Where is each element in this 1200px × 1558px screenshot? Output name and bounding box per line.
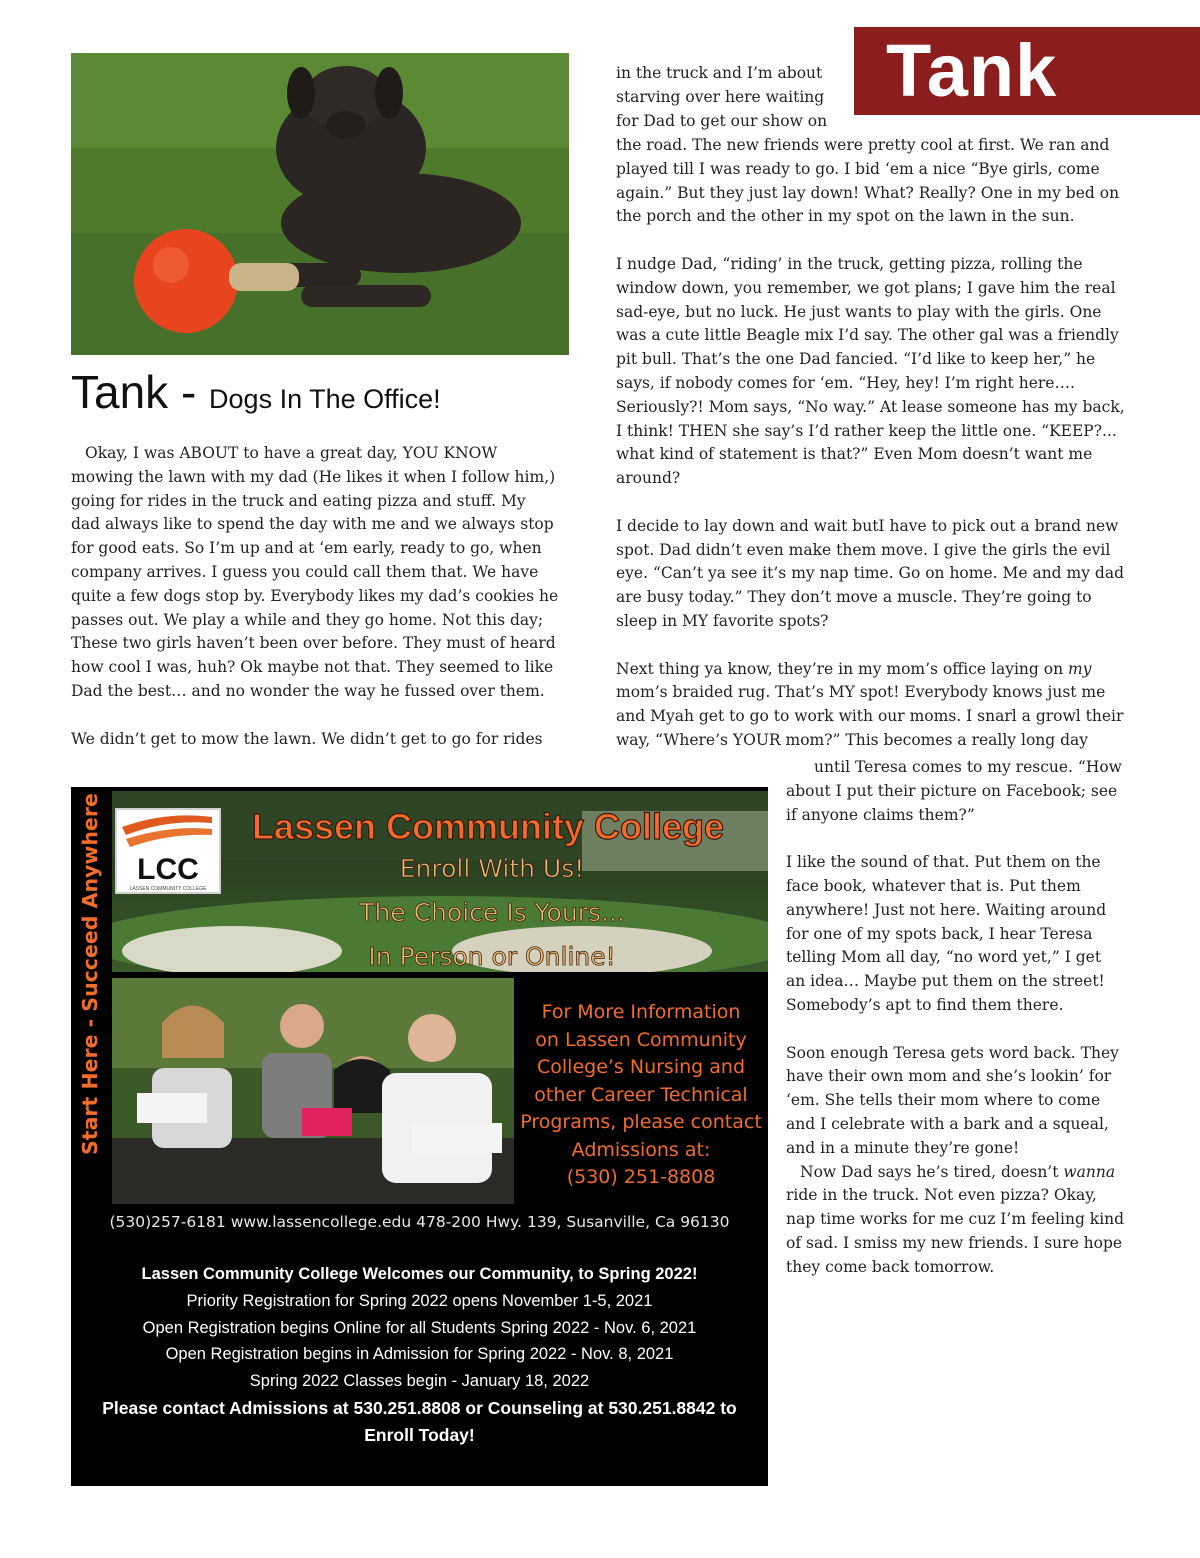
info-line: Admissions at: bbox=[571, 1138, 711, 1161]
text-line: I nudge Dad, “riding’ in the truck, getting pizza, rolling the bbox=[616, 254, 1083, 273]
text-line: telling Mom all day, “no word yet,” I get bbox=[786, 948, 1102, 967]
text-line: pit bull. That’s the one Dad fancied. “I’d like to keep her,” he bbox=[616, 350, 1096, 369]
text-line: way, “Where’s YOUR mom?” This becomes a really long day bbox=[616, 730, 1089, 749]
text-line: and I celebrate with a bark and a squeal, bbox=[786, 1114, 1109, 1133]
text-line: sad-eye, but no luck. He just wants to play with the girls. One bbox=[616, 302, 1102, 321]
text-line: if anyone claims them?” bbox=[786, 805, 975, 824]
enroll-text: Enroll With Us! bbox=[399, 854, 585, 883]
text-line: I like the sound of that. Put them on the bbox=[786, 853, 1101, 872]
article-col3 bbox=[786, 756, 1166, 1280]
text-line: spot. Dad didn’t even make them move. I give the girls the evil bbox=[616, 540, 1111, 559]
college-name: Lassen Community College bbox=[251, 806, 725, 847]
logo-subtext: LASSEN COMMUNITY COLLEGE bbox=[129, 886, 207, 892]
text-line: for one of my spots back, I hear Teresa bbox=[786, 924, 1093, 943]
text-line: the porch and the other in my spot on the lawn in the sun. bbox=[616, 207, 1075, 226]
text-line: says, if nobody comes for ‘em. “Hey, hey! I’m right here…. bbox=[616, 373, 1075, 392]
text-line: have their own mom and she’s lookin’ for bbox=[786, 1067, 1112, 1086]
text-span: Now Dad says he’s tired, doesn’t bbox=[800, 1162, 1064, 1181]
text-line: again.” But they just lay down! What? Really? One in my bed on bbox=[616, 183, 1120, 202]
text-line: ‘em. She tells their mom where to come bbox=[786, 1091, 1101, 1110]
logo-lcc: LCC bbox=[137, 853, 199, 886]
text-line: and in a minute they’re gone! bbox=[786, 1138, 1020, 1157]
text-line: going for rides in the truck and eating pizza and stuff. My bbox=[71, 491, 526, 510]
text-line: mom’s braided rug. That’s MY spot! Everybody knows just me bbox=[616, 683, 1106, 702]
text-line: quite a few dogs stop by. Everybody likes my dad’s cookies he bbox=[71, 586, 559, 605]
choice-text: The Choice Is Yours... bbox=[359, 898, 625, 927]
text-line: an idea… Maybe put them on the street! bbox=[786, 972, 1105, 991]
text-line: mowing the lawn with my dad (He likes it when I follow him,) bbox=[71, 467, 556, 486]
registration-info bbox=[91, 1261, 748, 1449]
college-advertisement bbox=[71, 787, 768, 1486]
text-emphasis: wanna bbox=[1063, 1162, 1116, 1181]
reg-line: Open Registration begins in Admission for Spring 2022 - Nov. 8, 2021 bbox=[165, 1345, 674, 1364]
info-line: Programs, please contact bbox=[520, 1111, 762, 1133]
reg-line: Spring 2022 Classes begin - January 18, 2022 bbox=[249, 1372, 590, 1391]
dog-photo bbox=[71, 53, 569, 355]
reg-line: Open Registration begins Online for all Students Spring 2022 - Nov. 6, 2021 bbox=[142, 1318, 697, 1337]
article-title bbox=[71, 365, 571, 419]
text-line: how cool I was, huh? Ok maybe not that. They seemed to like bbox=[71, 658, 554, 677]
text-line: face book, whatever that is. Put them bbox=[786, 876, 1081, 895]
text-line: starving over here waiting bbox=[616, 87, 825, 106]
text-line: and Myah get to go to work with our moms. I snarl a growl their bbox=[616, 707, 1124, 726]
info-line: (530) 251-8808 bbox=[566, 1166, 716, 1188]
tagline-text: Start Here - Succeed Anywhere bbox=[78, 793, 102, 1155]
text-line: company arrives. I guess you could call them that. We have bbox=[71, 562, 539, 581]
text-line: the road. The new friends were pretty cool at first. We ran and bbox=[616, 136, 1110, 154]
info-line: For More Information bbox=[541, 1001, 741, 1023]
text-line: of sad. I smiss my new friends. I sure hope bbox=[786, 1233, 1123, 1252]
text-line: Okay, I was ABOUT to have a great day, YOU KNOW bbox=[85, 444, 498, 462]
text-line: for Dad to get our show on bbox=[616, 111, 828, 130]
text-line: what kind of statement is that?” Even Mom doesn’t want me bbox=[616, 445, 1093, 464]
text-line: nap time works for me cuz I’m feeling kind bbox=[786, 1210, 1125, 1229]
text-line: Dad the best… and no wonder the way he fussed over them. bbox=[71, 681, 545, 700]
text-line: eye. “Can’t ya see it’s my nap time. Go on home. Me and my dad bbox=[616, 564, 1124, 583]
text-line: anywhere! Just not here. Waiting around bbox=[786, 900, 1107, 919]
text-line: for good eats. So I’m up and at ‘em early, ready to go, when bbox=[71, 539, 542, 558]
reg-line: Priority Registration for Spring 2022 opens November 1-5, 2021 bbox=[186, 1291, 653, 1310]
text-line: until Teresa comes to my rescue. “How bbox=[814, 758, 1122, 776]
info-line: College’s Nursing and bbox=[537, 1056, 745, 1078]
title-sub: Dogs In The Office! bbox=[209, 384, 441, 414]
banner-title: Tank bbox=[886, 29, 1058, 112]
info-line: other Career Technical bbox=[534, 1083, 748, 1106]
text-line bbox=[786, 1161, 1166, 1185]
text-emphasis: my bbox=[1067, 659, 1092, 678]
reg-heading: Lassen Community College Welcomes our Community, to Spring 2022! bbox=[141, 1265, 698, 1283]
text-line: sleep in MY favorite spots? bbox=[616, 611, 829, 630]
text-line: played till I was ready to go. I bid ‘em a nice “Bye girls, come bbox=[616, 159, 1100, 178]
mode-text: In Person or Online! bbox=[368, 942, 616, 971]
contact-line: (530)257-6181 www.lassencollege.edu 478-200 Hwy. 139, Susanville, Ca 96130 bbox=[109, 1213, 730, 1231]
text-line: about I put their picture on Facebook; see bbox=[786, 781, 1118, 800]
reg-cta: Please contact Admissions at 530.251.8808 or Counseling at 530.251.8842 to Enroll Today! bbox=[102, 1397, 737, 1445]
text-line: Somebody’s apt to find them there. bbox=[786, 995, 1064, 1014]
more-info-text bbox=[518, 999, 764, 1192]
text-line: We didn’t get to mow the lawn. We didn’t get to go for rides bbox=[71, 729, 543, 748]
text-span: Next thing ya know, they’re in my mom’s office laying on bbox=[616, 659, 1068, 678]
text-line: Seriously?! Mom says, “No way.” At lease someone has my back, bbox=[616, 397, 1125, 416]
title-main: Tank - bbox=[71, 366, 210, 418]
text-line: passes out. We play a while and they go home. Not this day; bbox=[71, 610, 544, 629]
text-line bbox=[616, 658, 1156, 682]
text-line: window down, you remember, we got plans; I gave him the real bbox=[616, 278, 1116, 297]
tagline-vertical bbox=[71, 787, 107, 1157]
article-col2 bbox=[616, 134, 1156, 753]
text-line: Soon enough Teresa gets word back. They bbox=[786, 1043, 1119, 1062]
article-col2-top bbox=[616, 62, 851, 133]
text-line: These two girls haven’t been over before. They must of heard bbox=[71, 634, 556, 653]
article-col1 bbox=[71, 442, 571, 751]
text-line: dad always like to spend the day with me and we always stop bbox=[71, 515, 554, 534]
section-banner bbox=[854, 27, 1200, 115]
text-line: ride in the truck. Not even pizza? Okay, bbox=[786, 1186, 1097, 1205]
text-line: they come back tomorrow. bbox=[786, 1257, 995, 1276]
students-photo bbox=[112, 978, 514, 1204]
text-line: are busy today.” They don’t move a muscle. They’re going to bbox=[616, 588, 1092, 607]
text-line: I decide to lay down and wait butI have to pick out a brand new bbox=[616, 516, 1119, 535]
text-line: I think! THEN she say’s I’d rather keep the little one. “KEEP?... bbox=[616, 421, 1117, 440]
text-line: in the truck and I’m about bbox=[616, 64, 823, 82]
college-header-image bbox=[112, 791, 768, 972]
info-line: on Lassen Community bbox=[535, 1028, 747, 1051]
text-line: was a cute little Beagle mix I’d say. The other gal was a friendly bbox=[616, 326, 1119, 345]
text-line: around? bbox=[616, 469, 681, 488]
